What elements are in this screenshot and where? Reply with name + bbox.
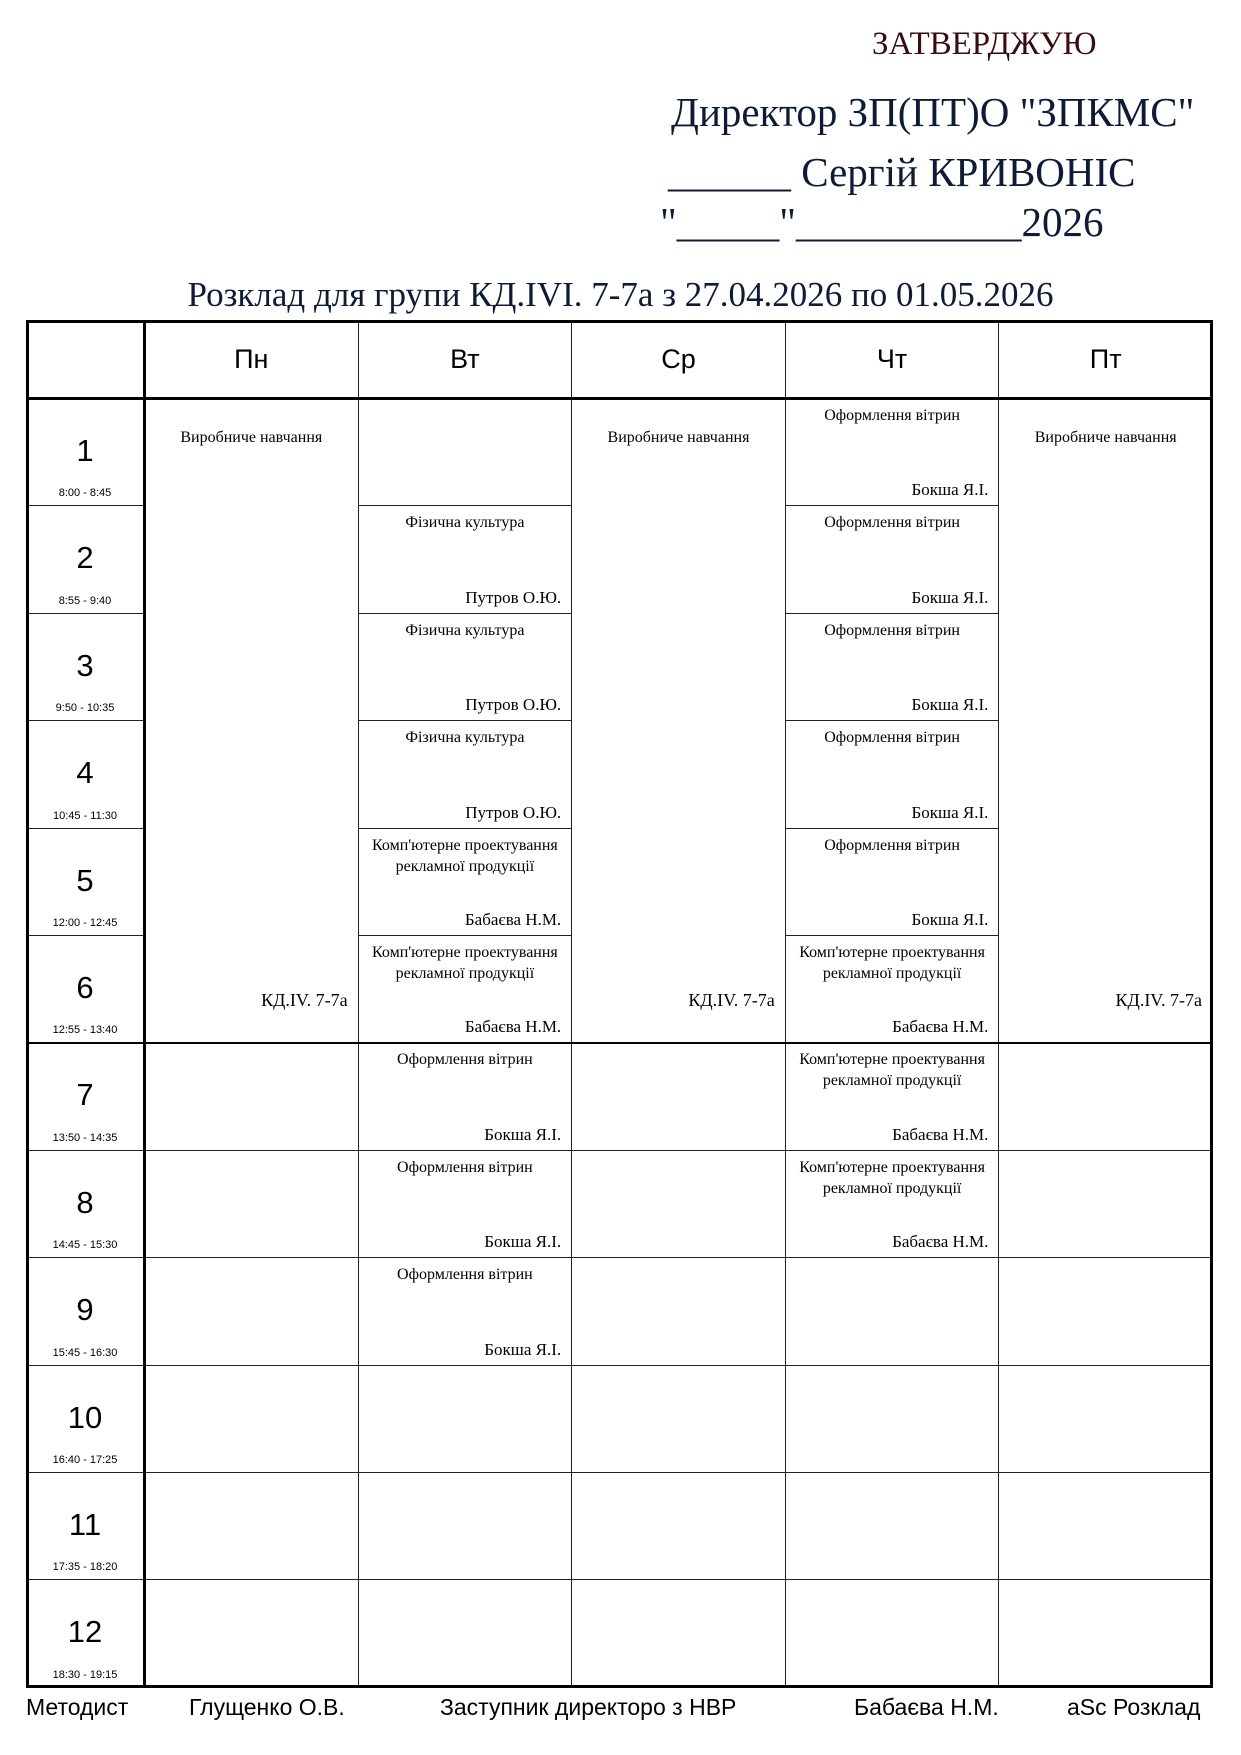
day-label: Ср — [661, 343, 696, 374]
day-header — [572, 320, 786, 399]
methodist-name: Глущенко О.В. — [189, 1694, 345, 1720]
period-number: 9 — [76, 1292, 94, 1328]
footer — [26, 1690, 1216, 1724]
methodist-label: Методист — [26, 1694, 129, 1720]
block-subject: Виробниче навчання — [607, 429, 750, 446]
empty-cell[interactable] — [572, 1473, 786, 1580]
period-cell — [26, 506, 145, 613]
empty-cell[interactable] — [786, 1580, 1000, 1687]
empty-cell[interactable] — [572, 1258, 786, 1365]
lesson-cell[interactable] — [359, 721, 573, 828]
lesson-teacher: Бабаєва Н.М. — [892, 1124, 989, 1144]
lesson-teacher: Бокша Я.І. — [911, 802, 989, 822]
lesson-cell[interactable] — [786, 1043, 1000, 1150]
period-cell — [26, 1473, 145, 1580]
empty-cell[interactable] — [786, 1473, 1000, 1580]
empty-cell[interactable] — [145, 1151, 359, 1258]
deputy-label: Заступник директоро з НВР — [440, 1694, 737, 1720]
empty-cell[interactable] — [572, 1043, 786, 1150]
period-cell — [26, 1043, 145, 1150]
empty-cell[interactable] — [145, 1473, 359, 1580]
lesson-subject: Фізична культура — [405, 514, 525, 532]
block-subject: Виробниче навчання — [1034, 429, 1177, 446]
lesson-subject: Оформлення вітрин — [824, 514, 960, 532]
lesson-subject: Оформлення вітрин — [397, 1266, 533, 1284]
empty-cell[interactable] — [145, 1580, 359, 1687]
period-time: 13:50 - 14:35 — [52, 1131, 118, 1144]
lesson-cell[interactable] — [786, 1151, 1000, 1258]
empty-cell[interactable] — [359, 1473, 573, 1580]
day-label: Чт — [876, 343, 908, 374]
afternoon-divider — [26, 1042, 1213, 1044]
lesson-teacher: Бокша Я.І. — [911, 909, 989, 929]
block-group: КД.IV. 7-7а — [261, 990, 348, 1011]
empty-cell[interactable] — [999, 1366, 1213, 1473]
lesson-teacher: Бабаєва Н.М. — [892, 1017, 989, 1037]
period-cell — [26, 1258, 145, 1365]
day-label: Вт — [450, 343, 480, 374]
period-time: 10:45 - 11:30 — [52, 809, 117, 822]
lesson-cell[interactable] — [786, 399, 1000, 506]
block-group: КД.IV. 7-7а — [688, 990, 775, 1011]
lesson-cell[interactable] — [359, 829, 573, 936]
lesson-cell[interactable] — [786, 506, 1000, 613]
schedule-title: Розклад для групи КД.IVI. 7-7а з 27.04.2026 по 01.05.2026 — [187, 275, 1054, 314]
lesson-subject: Оформлення вітрин — [824, 729, 960, 747]
lesson-subject: Оформлення вітрин — [824, 621, 960, 639]
period-cell — [26, 399, 145, 506]
period-time: 16:40 - 17:25 — [52, 1453, 118, 1466]
day-header — [359, 320, 573, 399]
lesson-subject: Комп'ютерне проектування рекламної продукції — [799, 1158, 985, 1197]
lesson-subject: Оформлення вітрин — [824, 407, 960, 424]
day-header — [786, 320, 1000, 399]
lesson-teacher: Бабаєва Н.М. — [464, 1017, 562, 1037]
period-cell — [26, 1151, 145, 1258]
lesson-teacher: Путров О.Ю. — [465, 587, 562, 607]
deputy-name: Бабаєва Н.М. — [854, 1694, 999, 1720]
period-column-divider — [143, 320, 146, 1688]
lesson-cell[interactable] — [359, 936, 573, 1043]
practice-block[interactable] — [572, 399, 786, 1043]
lesson-teacher: Бабаєва Н.М. — [464, 909, 562, 929]
period-time: 8:55 - 9:40 — [58, 594, 112, 607]
approval-position: Директор ЗП(ПТ)О "ЗПКМС" — [671, 89, 1195, 135]
lesson-cell[interactable] — [359, 1043, 573, 1150]
period-cell — [26, 614, 145, 721]
lesson-teacher: Путров О.Ю. — [465, 695, 562, 715]
period-number: 2 — [76, 540, 94, 576]
empty-cell[interactable] — [145, 1043, 359, 1150]
empty-cell[interactable] — [572, 1366, 786, 1473]
period-cell — [26, 721, 145, 828]
empty-cell[interactable] — [359, 1366, 573, 1473]
lesson-teacher: Бокша Я.І. — [484, 1339, 562, 1359]
empty-cell[interactable] — [359, 399, 573, 506]
empty-cell[interactable] — [359, 1580, 573, 1687]
lesson-cell[interactable] — [786, 721, 1000, 828]
lesson-cell[interactable] — [359, 1258, 573, 1365]
header-divider — [26, 397, 1213, 400]
approval-signature-line: ______ Сергій КРИВОНІС — [668, 149, 1136, 195]
lesson-subject: Комп'ютерне проектування рекламної продукції — [799, 944, 985, 982]
period-time: 15:45 - 16:30 — [52, 1346, 118, 1359]
period-number: 11 — [68, 1507, 102, 1542]
lesson-cell[interactable] — [786, 829, 1000, 936]
lesson-subject: Комп'ютерне проектування рекламної продукції — [799, 1051, 985, 1090]
lesson-teacher: Бокша Я.І. — [911, 480, 989, 500]
approval-date-line: "_____"___________2026 — [660, 199, 1104, 245]
period-cell — [26, 1366, 145, 1473]
period-cell — [26, 936, 145, 1043]
practice-block[interactable] — [145, 399, 359, 1043]
empty-cell[interactable] — [786, 1258, 1000, 1365]
lesson-teacher: Бабаєва Н.М. — [892, 1232, 989, 1252]
period-number: 6 — [76, 970, 94, 1005]
period-time: 8:00 - 8:45 — [58, 487, 112, 500]
period-time: 14:45 - 15:30 — [52, 1239, 118, 1252]
empty-cell[interactable] — [145, 1366, 359, 1473]
lesson-teacher: Бокша Я.І. — [484, 1232, 562, 1252]
period-time: 9:50 - 10:35 — [55, 702, 115, 715]
lesson-cell[interactable] — [359, 614, 573, 721]
period-cell — [26, 829, 145, 936]
corner-cell — [26, 320, 145, 399]
period-time: 12:00 - 12:45 — [52, 916, 118, 929]
empty-cell[interactable] — [786, 1366, 1000, 1473]
lesson-teacher: Путров О.Ю. — [465, 802, 562, 822]
lesson-cell[interactable] — [359, 1151, 573, 1258]
period-number: 3 — [76, 647, 94, 683]
empty-cell[interactable] — [999, 1258, 1213, 1365]
lesson-subject: Оформлення вітрин — [397, 1051, 533, 1069]
lesson-cell[interactable] — [786, 936, 1000, 1043]
lesson-subject: Оформлення вітрин — [824, 836, 960, 854]
period-number: 7 — [76, 1077, 94, 1113]
day-label: Пт — [1089, 343, 1122, 374]
approval-heading: ЗАТВЕРДЖУЮ — [872, 26, 1097, 62]
period-time: 18:30 - 19:15 — [52, 1668, 118, 1681]
empty-cell[interactable] — [999, 1151, 1213, 1258]
lesson-subject: Фізична культура — [405, 729, 525, 747]
block-group: КД.IV. 7-7а — [1115, 990, 1202, 1011]
lesson-subject: Комп'ютерне проектування рекламної продукції — [372, 944, 558, 982]
empty-cell[interactable] — [999, 1473, 1213, 1580]
period-number: 10 — [67, 1399, 103, 1435]
period-cell — [26, 1580, 145, 1687]
empty-cell[interactable] — [999, 1580, 1213, 1687]
lesson-cell[interactable] — [359, 506, 573, 613]
day-label: Пн — [234, 343, 269, 374]
period-number: 8 — [76, 1184, 94, 1220]
lesson-teacher: Бокша Я.І. — [911, 587, 989, 607]
lesson-subject: Оформлення вітрин — [397, 1158, 533, 1176]
empty-cell[interactable] — [572, 1151, 786, 1258]
period-number: 1 — [76, 433, 94, 468]
lesson-subject: Комп'ютерне проектування рекламної продукції — [372, 836, 558, 875]
period-number: 4 — [76, 755, 94, 791]
empty-cell[interactable] — [999, 1043, 1213, 1150]
lesson-teacher: Бокша Я.І. — [911, 695, 989, 715]
day-header — [999, 320, 1213, 399]
period-time: 12:55 - 13:40 — [52, 1024, 118, 1037]
period-time: 17:35 - 18:20 — [52, 1561, 118, 1574]
lesson-cell[interactable] — [786, 614, 1000, 721]
period-number: 12 — [67, 1614, 103, 1650]
block-subject: Виробниче навчання — [180, 429, 323, 446]
practice-block[interactable] — [999, 399, 1213, 1043]
lesson-subject: Фізична культура — [405, 621, 525, 639]
empty-cell[interactable] — [572, 1580, 786, 1687]
empty-cell[interactable] — [145, 1258, 359, 1365]
period-number: 5 — [76, 862, 94, 898]
day-header — [145, 320, 359, 399]
schedule-table — [26, 320, 1213, 1688]
lesson-teacher: Бокша Я.І. — [484, 1124, 562, 1144]
software-label: aSc Розклад — [1067, 1694, 1201, 1720]
